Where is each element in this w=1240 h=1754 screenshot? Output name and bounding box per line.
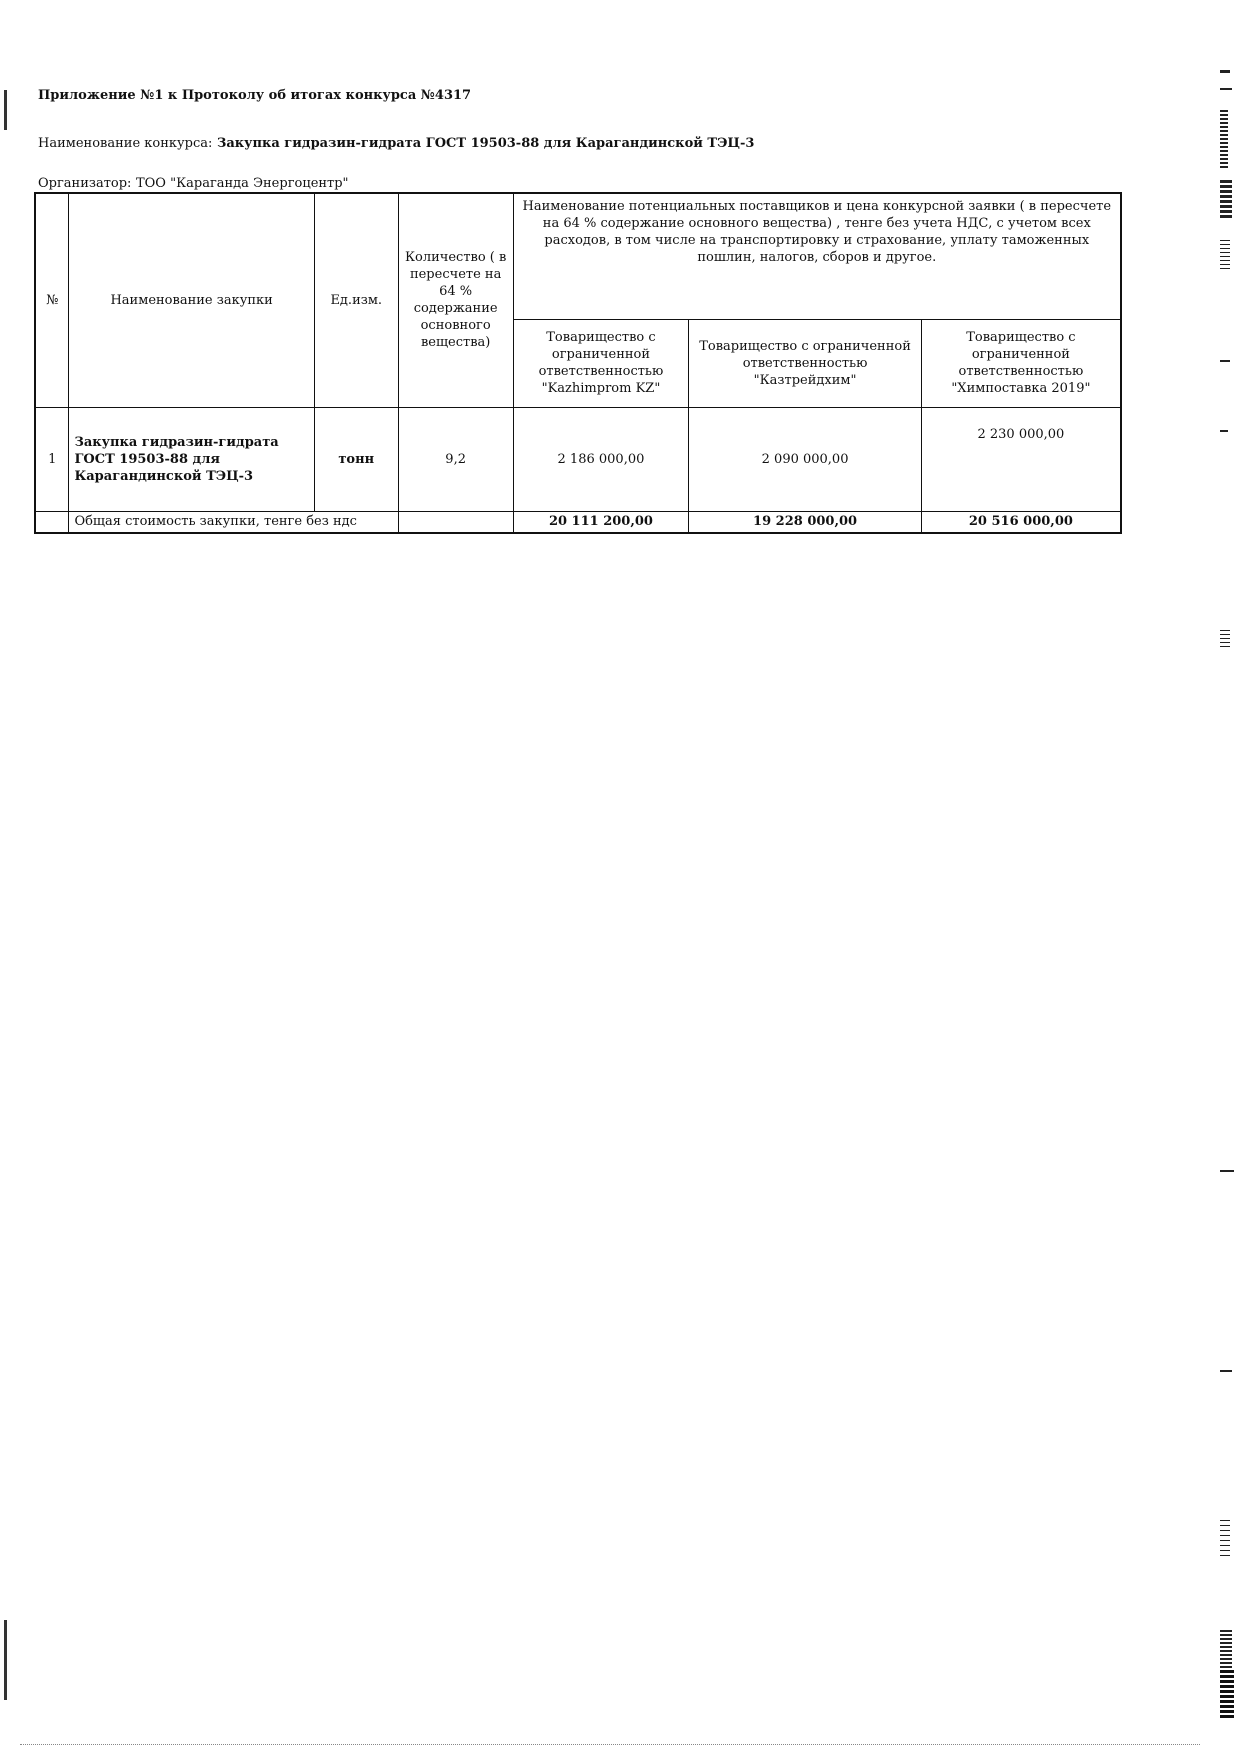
competition-label: Наименование конкурса: bbox=[38, 136, 213, 151]
scan-edge-artifacts bbox=[1220, 70, 1234, 1730]
row-no: 1 bbox=[35, 407, 69, 511]
scan-left-mark-bottom bbox=[4, 1620, 7, 1700]
header-name: Наименование закупки bbox=[69, 193, 314, 407]
total-supplier-1: 20 111 200,00 bbox=[513, 511, 689, 533]
header-unit: Ед.изм. bbox=[314, 193, 398, 407]
row-unit: тонн bbox=[314, 407, 398, 511]
total-supplier-3: 20 516 000,00 bbox=[921, 511, 1121, 533]
row-price-supplier-2: 2 090 000,00 bbox=[689, 407, 921, 511]
total-row bbox=[35, 511, 1121, 533]
header-supplier-3: Товарищество с ограниченной ответственностью "Химпоставка 2019" bbox=[921, 319, 1121, 407]
header-no: № bbox=[35, 193, 69, 407]
organizer-value: ТОО "Караганда Энергоцентр" bbox=[135, 176, 349, 191]
competition-name bbox=[38, 136, 754, 151]
row-price-supplier-3: 2 230 000,00 bbox=[921, 407, 1121, 511]
table-row bbox=[35, 407, 1121, 511]
header-supplier-1: Товарищество с ограниченной ответственностью "Kazhimprom KZ" bbox=[513, 319, 689, 407]
row-price-supplier-1: 2 186 000,00 bbox=[513, 407, 689, 511]
header-quantity: Количество ( в пересчете на 64 % содержание основного вещества) bbox=[398, 193, 513, 407]
total-supplier-2: 19 228 000,00 bbox=[689, 511, 921, 533]
row-name: Закупка гидразин-гидрата ГОСТ 19503-88 для Карагандинской ТЭЦ-3 bbox=[69, 407, 314, 511]
results-table bbox=[34, 192, 1122, 534]
appendix-title: Приложение №1 к Протоколу об итогах конкурса №4317 bbox=[38, 88, 472, 103]
total-label: Общая стоимость закупки, тенге без ндс bbox=[69, 511, 398, 533]
row-quantity: 9,2 bbox=[398, 407, 513, 511]
scan-bottom-dots bbox=[20, 1744, 1200, 1746]
header-suppliers-group: Наименование потенциальных поставщиков и цена конкурсной заявки ( в пересчете на 64 % содержание основного вещества) , тенге без учета НДС, с учетом всех расходов, в том числе на транспортировку и страхование, уплату таможенных пошлин, налогов, сборов и другое. bbox=[513, 193, 1121, 319]
total-quantity bbox=[398, 511, 513, 533]
organizer bbox=[38, 176, 349, 191]
total-no bbox=[35, 511, 69, 533]
scan-left-mark-top bbox=[4, 90, 7, 130]
organizer-label: Организатор: bbox=[38, 176, 132, 191]
header-supplier-2: Товарищество с ограниченной ответственностью "Казтрейдхим" bbox=[689, 319, 921, 407]
competition-value: Закупка гидразин-гидрата ГОСТ 19503-88 для Карагандинской ТЭЦ-3 bbox=[216, 136, 755, 151]
